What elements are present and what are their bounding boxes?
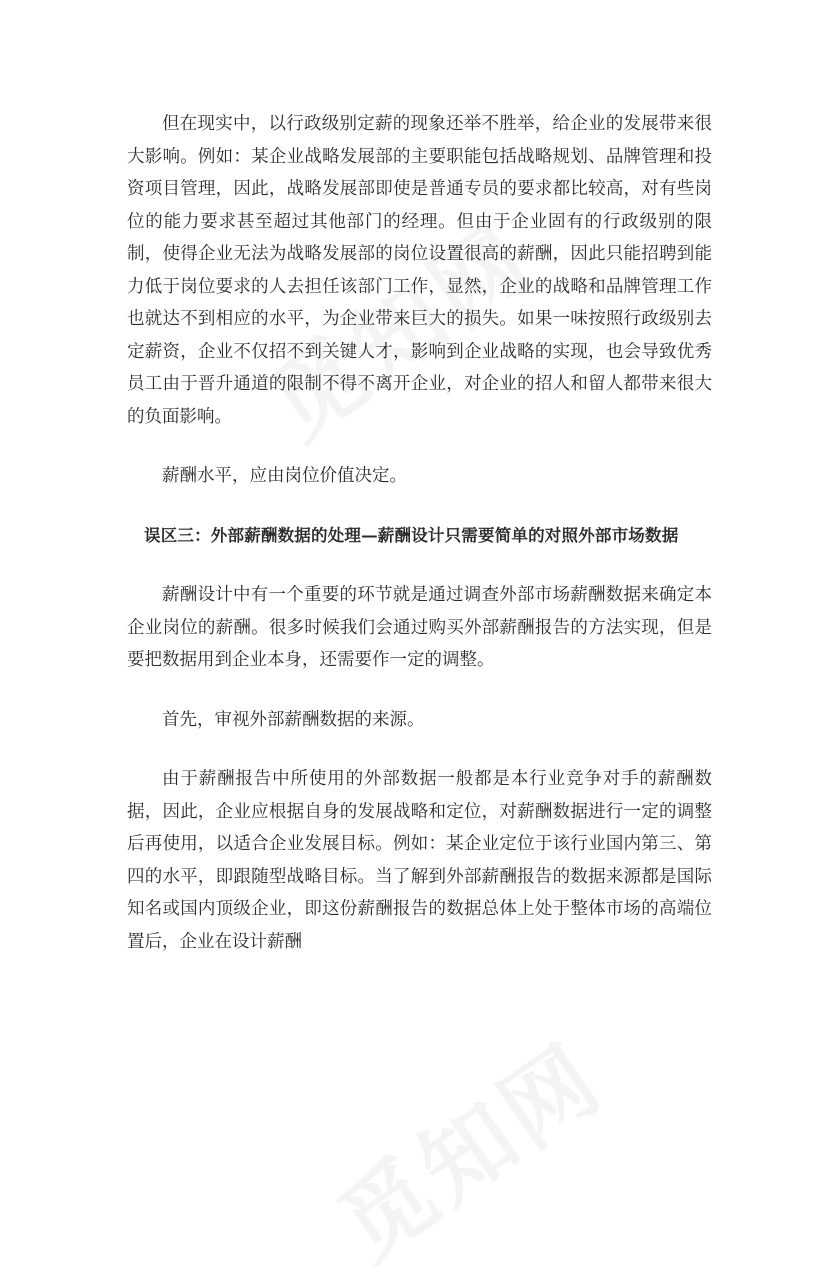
document-body	[127, 108, 712, 958]
paragraph-adjust-salary-data: 由于薪酬报告中所使用的外部数据一般都是本行业竞争对手的薪酬数据，因此，企业应根据自身的发展战略和定位，对薪酬数据进行一定的调整后再使用，以适合企业发展目标。例如：某企业定位于该行业国内第三、第四的水平，即跟随型战略目标。当了解到外部薪酬报告的数据来源都是国际知名或国内顶级企业，即这份薪酬报告的数据总体上处于整体市场的高端位置后，企业在设计薪酬	[127, 769, 712, 952]
section-heading-misconception-three: 误区三：外部薪酬数据的处理—薪酬设计只需要简单的对照外部市场数据	[144, 525, 679, 545]
paragraph-review-data-source: 首先，审视外部薪酬数据的来源。	[162, 709, 425, 730]
paragraph-external-market-data: 薪酬设计中有一个重要的环节就是通过调查外部市场薪酬数据来确定本企业岗位的薪酬。很多时候我们会通过购买外部薪酬报告的方法实现，但是要把数据用到企业本身，还需要作一定的调整。	[127, 585, 712, 670]
paragraph-salary-by-position-value: 薪酬水平，应由岗位价值决定。	[162, 466, 407, 486]
watermark	[309, 1008, 626, 1284]
paragraph-administrative-level-salary: 但在现实中，以行政级别定薪的现象还举不胜举，给企业的发展带来很大影响。例如：某企业战略发展部的主要职能包括战略规划、品牌管理和投资项目管理，因此，战略发展部即使是普通专员的要求都比较高，对有些岗位的能力要求甚至超过其他部门的经理。但由于企业固有的行政级别的限制，使得企业无法为战略发展部的岗位设置很高的薪酬，因此只能招聘到能力低于岗位要求的人去担任该部门工作，显然，企业的战略和品牌管理工作也就达不到相应的水平，为企业带来巨大的损失。如果一味按照行政级别去定薪资，企业不仅招不到关键人才，影响到企业战略的实现，也会导致优秀员工由于晋升通道的限制不得不离开企业，对企业的招人和留人都带来很大的负面影响。	[127, 114, 712, 427]
